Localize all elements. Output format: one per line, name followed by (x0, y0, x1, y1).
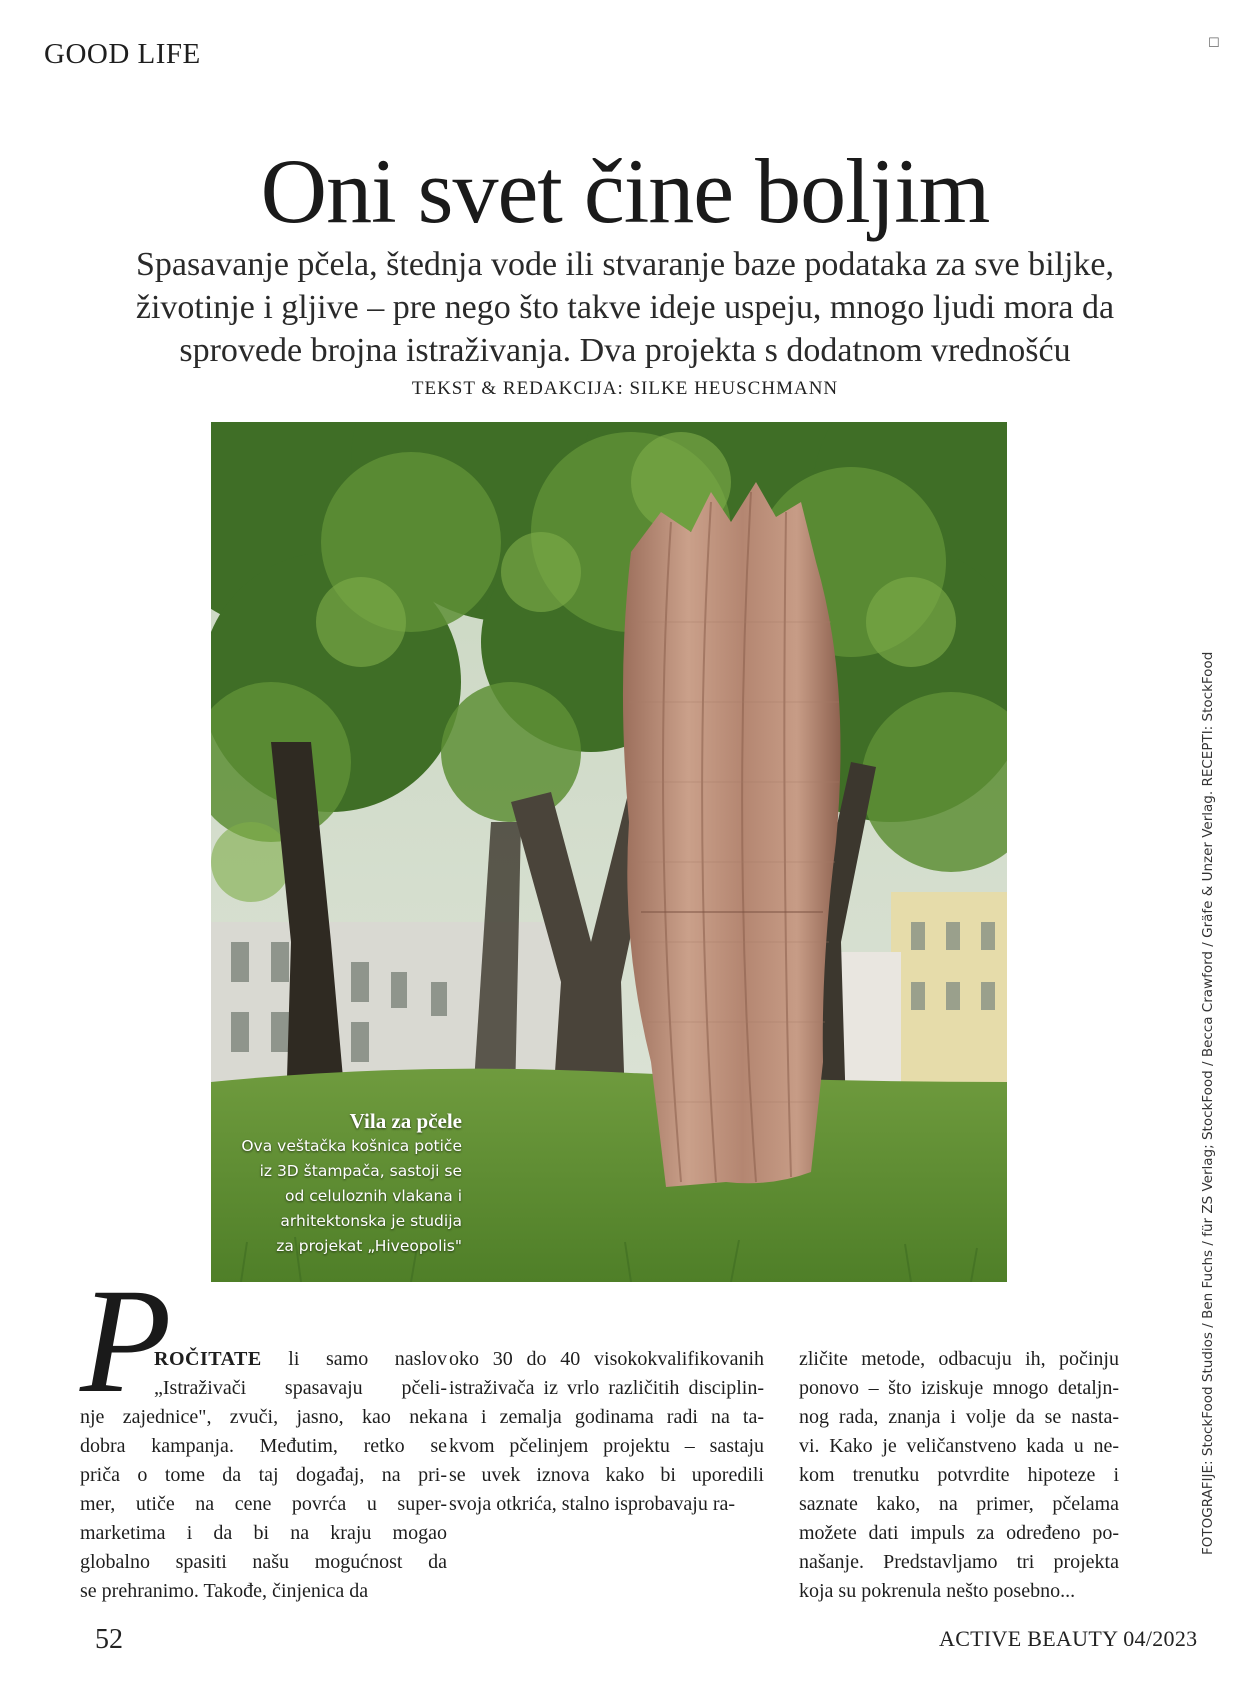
caption-line: od celuloznih vlakana i (285, 1187, 462, 1205)
article-column-1-body (154, 1374, 447, 1403)
column-line: nje zajednice", zvuči, jasno, kao neka (80, 1406, 447, 1428)
deck-line: sprovede brojna istraživanja. Dva projekta s dodatnom vrednošću (179, 332, 1071, 369)
column-line: priča o tome da taj događaj, na pri- (80, 1464, 447, 1486)
column-line: mer, utiče na cene povrća u super- (80, 1493, 447, 1515)
article-deck (90, 243, 1160, 372)
column-line: našanje. Predstavljamo tri projekta (799, 1551, 1119, 1573)
column-line: možete dati impuls za određeno po- (799, 1522, 1119, 1544)
article-headline: Oni svet čine boljim (260, 140, 990, 242)
article-column-1 (154, 1345, 447, 1374)
column-line: kom trenutku potvrdite hipoteze i (799, 1464, 1119, 1486)
column-line: „Istraživači spasavaju pčeli- (154, 1377, 447, 1399)
corner-mark-icon: ☐ (1208, 36, 1220, 51)
drop-cap: P (80, 1258, 172, 1424)
lead-in: ROČITATE (154, 1348, 262, 1370)
caption-line: za projekat „Hiveopolis" (276, 1237, 462, 1255)
caption-line: iz 3D štampača, sastoji se (259, 1162, 462, 1180)
column-line: se uvek iznova kako bi uporedili (449, 1464, 764, 1486)
column-line: ponovo – što iziskuje mnogo detaljn- (799, 1377, 1119, 1399)
deck-line: životinje i gljive – pre nego što takve ideje uspeju, mnogo ljudi mora da (135, 289, 1115, 326)
article-column-3 (799, 1345, 1119, 1606)
article-column-1-body-wide (80, 1403, 447, 1606)
column-line: saznate kako, na primer, pčelama (799, 1493, 1119, 1515)
section-label: GOOD LIFE (44, 38, 201, 70)
byline: TEKST & REDAKCIJA: SILKE HEUSCHMANN (411, 378, 839, 399)
column-line: na i zemalja godinama radi na ta- (449, 1406, 764, 1428)
caption-line: Ova veštačka košnica potiče (241, 1137, 462, 1155)
page-number: 52 (95, 1624, 123, 1655)
column-line (154, 1345, 447, 1374)
deck-line: Spasavanje pčela, štednja vode ili stvaranje baze podataka za sve biljke, (135, 246, 1115, 283)
article-column-2 (449, 1345, 764, 1519)
magazine-issue: ACTIVE BEAUTY 04/2023 (939, 1626, 1198, 1651)
column-line: globalno spasiti našu mogućnost da (80, 1551, 447, 1573)
caption-line: arhitektonska je studija (280, 1212, 462, 1230)
column-line: dobra kampanja. Međutim, retko se (80, 1435, 447, 1457)
column-line: marketima i da bi na kraju mogao (80, 1522, 447, 1544)
photo-credits: FOTOGRAFIJE: StockFood Studios / Ben Fuchs / für ZS Verlag; StockFood / Becca Crawford / Gräfe & Unzer Verlag. RECEPTI: StockFood (1200, 651, 1216, 1555)
column-line: oko 30 do 40 visokokvalifikovanih (449, 1348, 764, 1370)
photo-caption (232, 1108, 462, 1259)
column-line: zličite metode, odbacuju ih, počinju (799, 1348, 1119, 1370)
column-line: se prehranimo. Takođe, činjenica da (80, 1580, 369, 1602)
lead-rest: li samo naslov (261, 1348, 447, 1370)
column-line: svoja otkrića, stalno isprobavaju ra- (449, 1493, 736, 1515)
column-line: istraživača iz vrlo različitih disciplin- (449, 1377, 764, 1399)
column-line: vi. Kako je veličanstveno kada u ne- (799, 1435, 1119, 1457)
column-line: kvom pčelinjem projektu – sastaju (449, 1435, 764, 1457)
column-line: koja su pokrenula nešto posebno... (799, 1580, 1076, 1602)
caption-title: Vila za pčele (349, 1109, 462, 1133)
column-line: nog rada, znanja i volje da se nasta- (799, 1406, 1119, 1428)
